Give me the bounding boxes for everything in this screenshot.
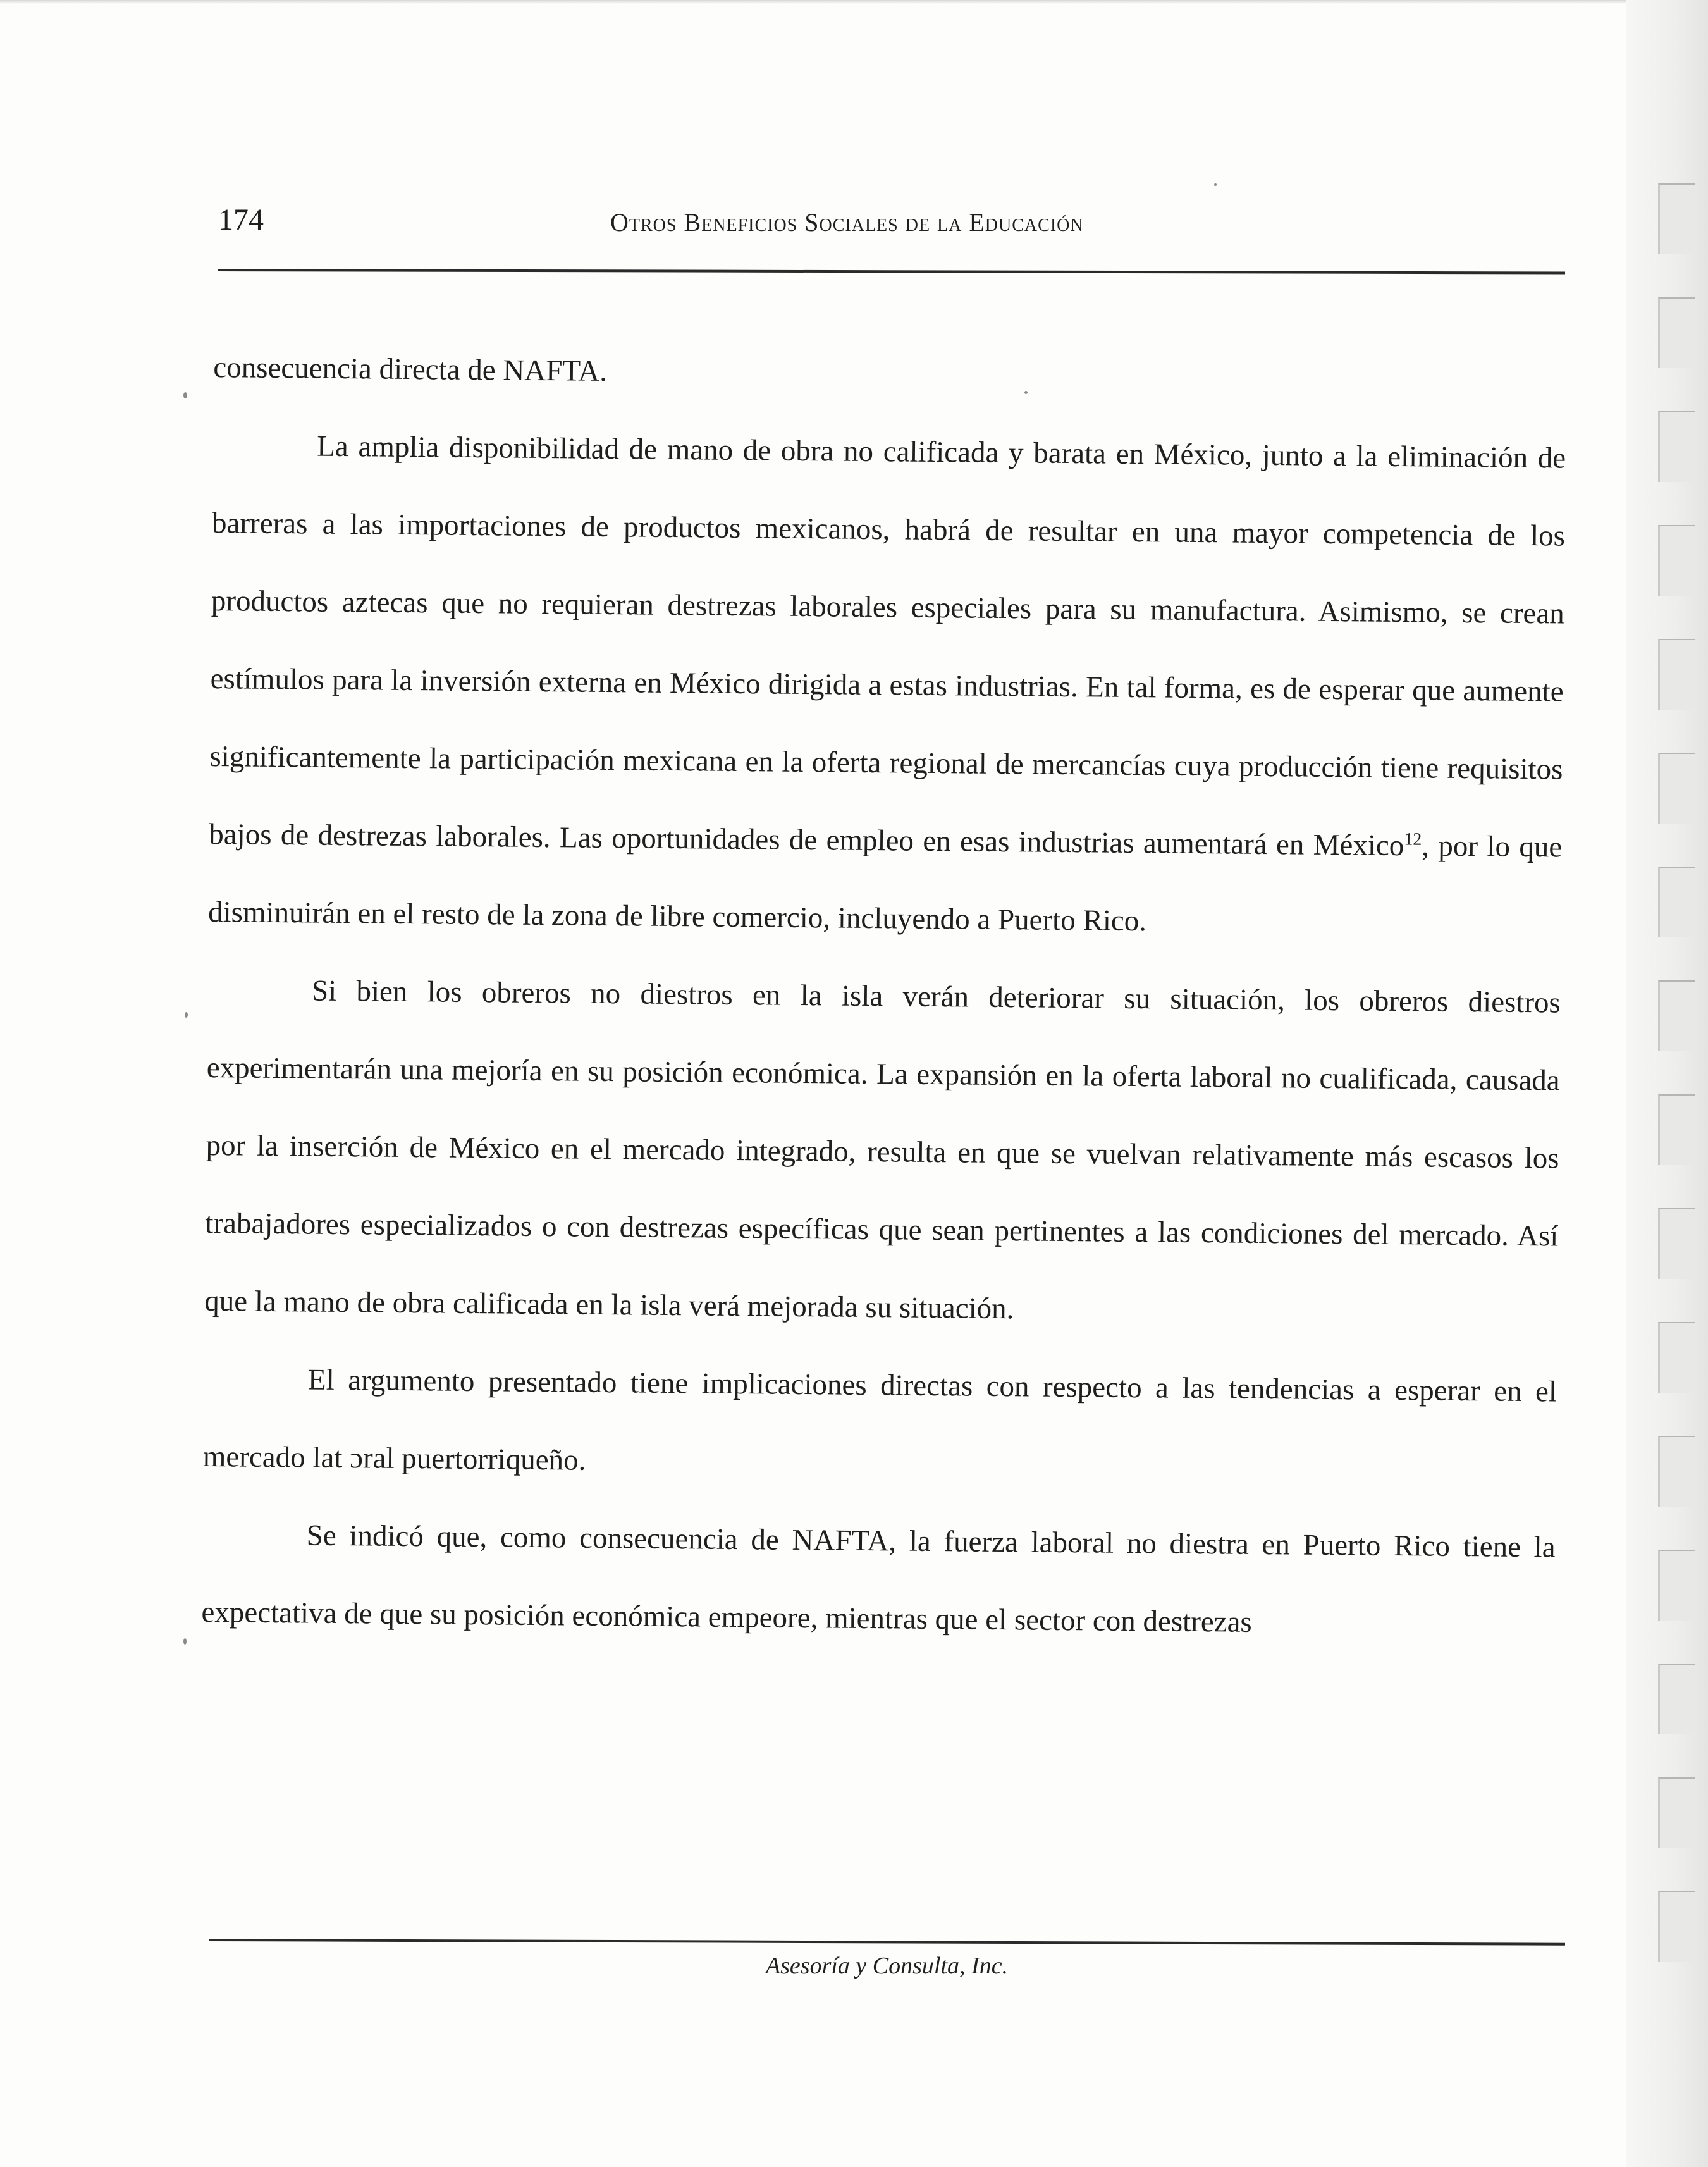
- footnote-ref: 12: [1404, 829, 1422, 849]
- binding-tab: [1658, 1550, 1695, 1621]
- binding-tab: [1658, 1094, 1695, 1165]
- scan-speck: [185, 1012, 188, 1018]
- header-rule: [218, 269, 1565, 274]
- binding-tab: [1658, 297, 1695, 368]
- paragraph-text: , por lo que disminuirán en el resto de la zona de libre comercio, incluyendo a Puerto Rico.: [207, 829, 1563, 938]
- binding-edge: [1626, 0, 1708, 2167]
- binding-tab: [1658, 1664, 1695, 1734]
- scan-speck: [183, 1638, 187, 1645]
- binding-tab: [1658, 639, 1695, 710]
- footer-publisher: Asesoría y Consulta, Inc.: [765, 1953, 1009, 1979]
- page-header: [218, 196, 1565, 247]
- scan-speck: [1214, 183, 1217, 186]
- paragraph: [208, 407, 1566, 965]
- paragraph: El argumento presentado tiene implicaciones directas con respecto a las tendencias a esperar en el mercado lat ɔral puertorriqueño.: [202, 1363, 1557, 1477]
- page-number: 174: [218, 203, 264, 237]
- scan-speck: [183, 392, 187, 398]
- body-text: [201, 329, 1567, 1664]
- paragraph: Se indicó que, como consecuencia de NAFTA, la fuerza laboral no diestra en Puerto Rico tiene la expectativa de que su posición económica empeore, mientras que el sector con destrezas: [201, 1519, 1556, 1639]
- paragraph-text: La amplia disponibilidad de mano de obra no calificada y barata en México, junto a la eliminación de barreras a las importaciones de productos mexicanos, habrá de resultar en una mayor competencia de los productos aztecas que no requieran destrezas laborales especiales para su manufactura. Asimismo, se crean estímulos para la inversión externa en México dirigida a estas industrias. En tal forma, es de esperar que aumente significantemente la participación mexicana en la oferta regional de mercancías cuya producción tiene requisitos bajos de destrezas laborales. Las oportunidades de empleo en esas industrias aumentará en México: [209, 429, 1566, 863]
- binding-tab: [1658, 525, 1695, 596]
- running-title: Otros Beneficios Sociales de la Educación: [610, 208, 1084, 237]
- paragraph-continuation: consecuencia directa de NAFTA.: [213, 350, 608, 388]
- scan-edge-top: [0, 0, 1708, 4]
- binding-tab: [1658, 1322, 1695, 1393]
- scan-speck: [1024, 391, 1028, 394]
- binding-tab: [1658, 1436, 1695, 1507]
- binding-tab: [1658, 1208, 1695, 1279]
- binding-tab: [1658, 753, 1695, 824]
- binding-tab: [1658, 1777, 1695, 1848]
- binding-tab: [1658, 411, 1695, 482]
- paragraph: Si bien los obreros no diestros en la isla verán deteriorar su situación, los obreros diestros experimentarán una mejoría en su posición económica. La expansión en la oferta laboral no cualificada, causada por la inserción de México en el mercado integrado, resulta en que se vuelvan relativamente más escasos los trabajadores especializados o con destrezas específicas que sean pertinentes a las condiciones del mercado. Así que la mano de obra calificada en la isla verá mejorada su situación.: [204, 974, 1561, 1326]
- binding-tab: [1658, 867, 1695, 937]
- binding-tab: [1658, 980, 1695, 1051]
- footer-rule: [209, 1939, 1565, 1946]
- binding-tab: [1658, 1891, 1695, 1962]
- binding-tab: [1658, 183, 1695, 254]
